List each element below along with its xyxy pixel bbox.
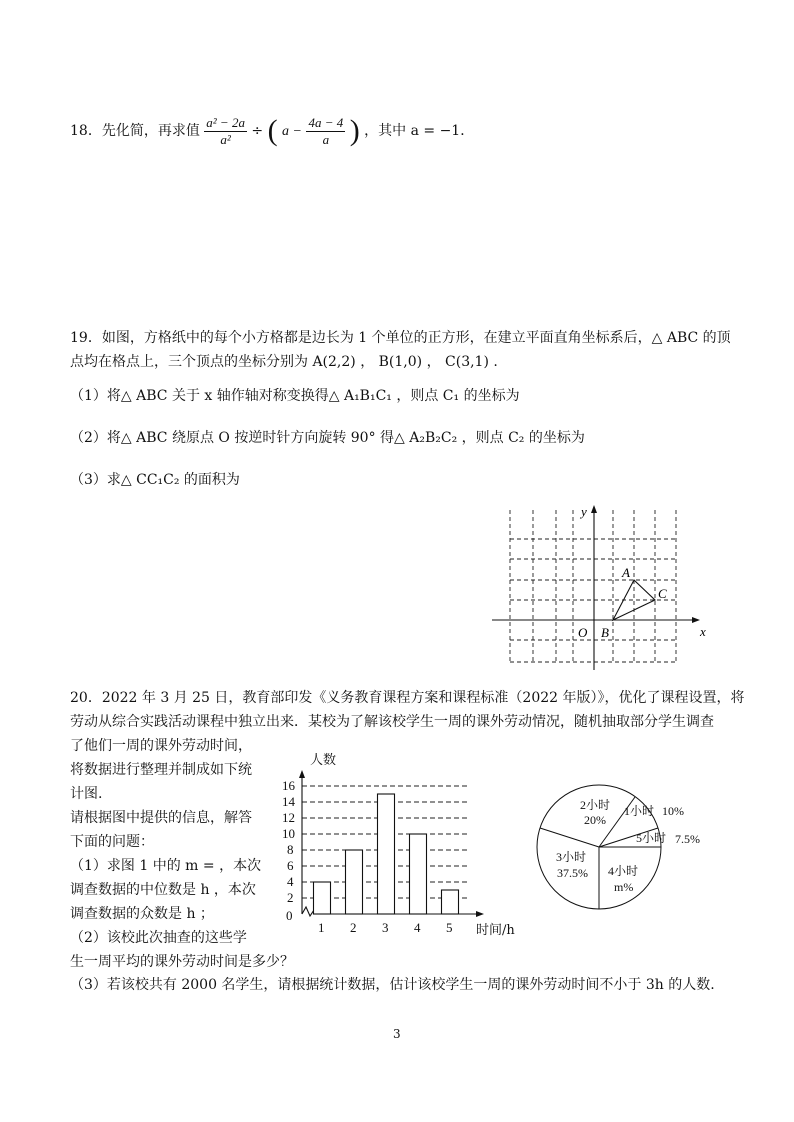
q20-left-line: 请根据图中提供的信息，解答: [70, 810, 252, 826]
q19-line-1: 19．如图，方格纸中的每个小方格都是边长为 1 个单位的正方形，在建立平面直角坐标系后，△ ABC 的顶: [70, 330, 731, 346]
point-a-label: A: [622, 565, 630, 580]
bar-x-axis-arrow-icon: [476, 911, 484, 917]
pie-label-5h-pct: 7.5%: [675, 832, 700, 846]
bar: [442, 890, 459, 914]
bar-y-axis-arrow-icon: [299, 770, 305, 778]
q20-line-1: 20．2022 年 3 月 25 日，教育部印发《义务教育课程方案和课程标准（2022 年版）》，优化了课程设置，将: [70, 690, 745, 706]
pie-label-3h-pct: 37.5%: [557, 866, 588, 880]
bar-y-tick-label: 8: [287, 842, 294, 857]
bar-y-tick-label: 12: [282, 810, 295, 825]
q18-suffix: ，其中 a = −1．: [364, 123, 475, 139]
pie-label-2h-pct: 20%: [584, 813, 606, 827]
y-axis-label: y: [581, 504, 587, 519]
q18-right-paren: ): [349, 114, 360, 147]
q20-left-line: 计图.: [70, 786, 103, 802]
pie-label-2h: 2小时: [580, 798, 611, 812]
q20-left-line: 生一周平均的课外劳动时间是多少？: [70, 954, 294, 970]
q18-fraction-1-numerator: a² − 2a: [206, 114, 245, 130]
origin-label: O: [578, 625, 588, 640]
q19-line-2: 点均在格点上，三个顶点的坐标分别为 A(2,2) ， B(1,0) ， C(3,1) .: [70, 354, 498, 370]
q20-part-3: （3）若该校共有 2000 名学生，请根据统计数据，估计该校学生一周的课外劳动时间不小于 3h 的人数.: [70, 977, 715, 993]
pie-label-4h-pct: m%: [614, 880, 634, 894]
triangle-abc: [613, 580, 655, 620]
bar-y-tick-label: 14: [282, 794, 295, 809]
q18-fraction-2-denominator: a: [322, 131, 330, 147]
bar-x-axis-label: 时间/h: [476, 923, 515, 938]
page-number: 3: [393, 1027, 401, 1041]
pie-divider: [540, 828, 599, 847]
point-c-label: C: [658, 586, 667, 601]
q18-fraction-1-denominator: a²: [220, 131, 231, 147]
bar: [378, 794, 395, 914]
pie-label-4h: 4小时: [608, 864, 639, 878]
y-axis-arrow-icon: [591, 505, 597, 513]
q18-fraction-2: [306, 115, 345, 148]
bar-x-tick-label: 2: [350, 920, 357, 935]
bar-y-tick-label: 2: [287, 890, 294, 905]
q18-divide-sign: ÷: [251, 123, 264, 139]
bar: [346, 850, 363, 914]
bar-y-tick-label: 10: [282, 826, 295, 841]
q18-prefix: 18．先化简，再求值: [70, 123, 200, 139]
q19-part-2: （2）将△ ABC 绕原点 O 按逆时针方向旋转 90° 得△ A₂B₂C₂ ，则点 C₂ 的坐标为: [70, 430, 585, 446]
bar-x-tick-label: 5: [446, 920, 453, 935]
x-axis-label: x: [700, 624, 706, 639]
q18-fraction-1: [204, 115, 247, 148]
q20-left-line: （2）该校此次抽查的这些学: [70, 930, 247, 946]
pie-label-1h: 1小时: [624, 804, 655, 818]
bar-x-tick-label: 1: [318, 920, 325, 935]
q19-part-1: （1）将△ ABC 关于 x 轴作轴对称变换得△ A₁B₁C₁ ，则点 C₁ 的坐标为: [70, 388, 520, 404]
bar-x-tick-label: 4: [414, 920, 421, 935]
x-axis-arrow-icon: [692, 617, 700, 623]
q20-left-line: 调查数据的众数是 h ；: [70, 906, 214, 922]
bar-y-tick-label: 4: [287, 874, 294, 889]
q20-left-line: 调查数据的中位数是 h ，本次: [70, 882, 256, 898]
q18-inner-a: a −: [282, 124, 302, 139]
bar-y-tick-label: 16: [282, 778, 295, 793]
bar: [314, 882, 331, 914]
pie-label-1h-pct: 10%: [662, 804, 684, 818]
bar-x-tick-label: 3: [382, 920, 389, 935]
q20-left-line: 下面的问题：: [70, 834, 154, 850]
bar-y-tick-label: 0: [286, 908, 293, 923]
bar: [410, 834, 427, 914]
q18-left-paren: (: [267, 114, 278, 147]
q20-left-line: 将数据进行整理并制成如下统: [70, 762, 252, 778]
q20-left-line: （1）求图 1 中的 m = ，本次: [70, 858, 262, 874]
question-18: [70, 114, 474, 148]
bar-chart: [280, 748, 525, 938]
bar-y-tick-label: 6: [287, 858, 294, 873]
q20-line-2: 劳动从综合实践活动课程中独立出来．某校为了解该校学生一周的课外劳动情况，随机抽取部分学生调查: [70, 714, 714, 730]
q18-fraction-2-numerator: 4a − 4: [308, 114, 344, 130]
bar-y-axis-label: 人数: [310, 753, 337, 768]
pie-label-5h: 5小时: [636, 831, 667, 845]
q19-coordinate-figure: [488, 502, 718, 672]
q19-grid: [510, 510, 676, 662]
point-b-label: B: [601, 625, 609, 640]
q20-line-3: 了他们一周的课外劳动时间，: [70, 738, 252, 754]
pie-label-3h: 3小时: [556, 850, 587, 864]
pie-chart: [532, 780, 732, 915]
q19-part-3: （3）求△ CC₁C₂ 的面积为: [70, 472, 240, 488]
